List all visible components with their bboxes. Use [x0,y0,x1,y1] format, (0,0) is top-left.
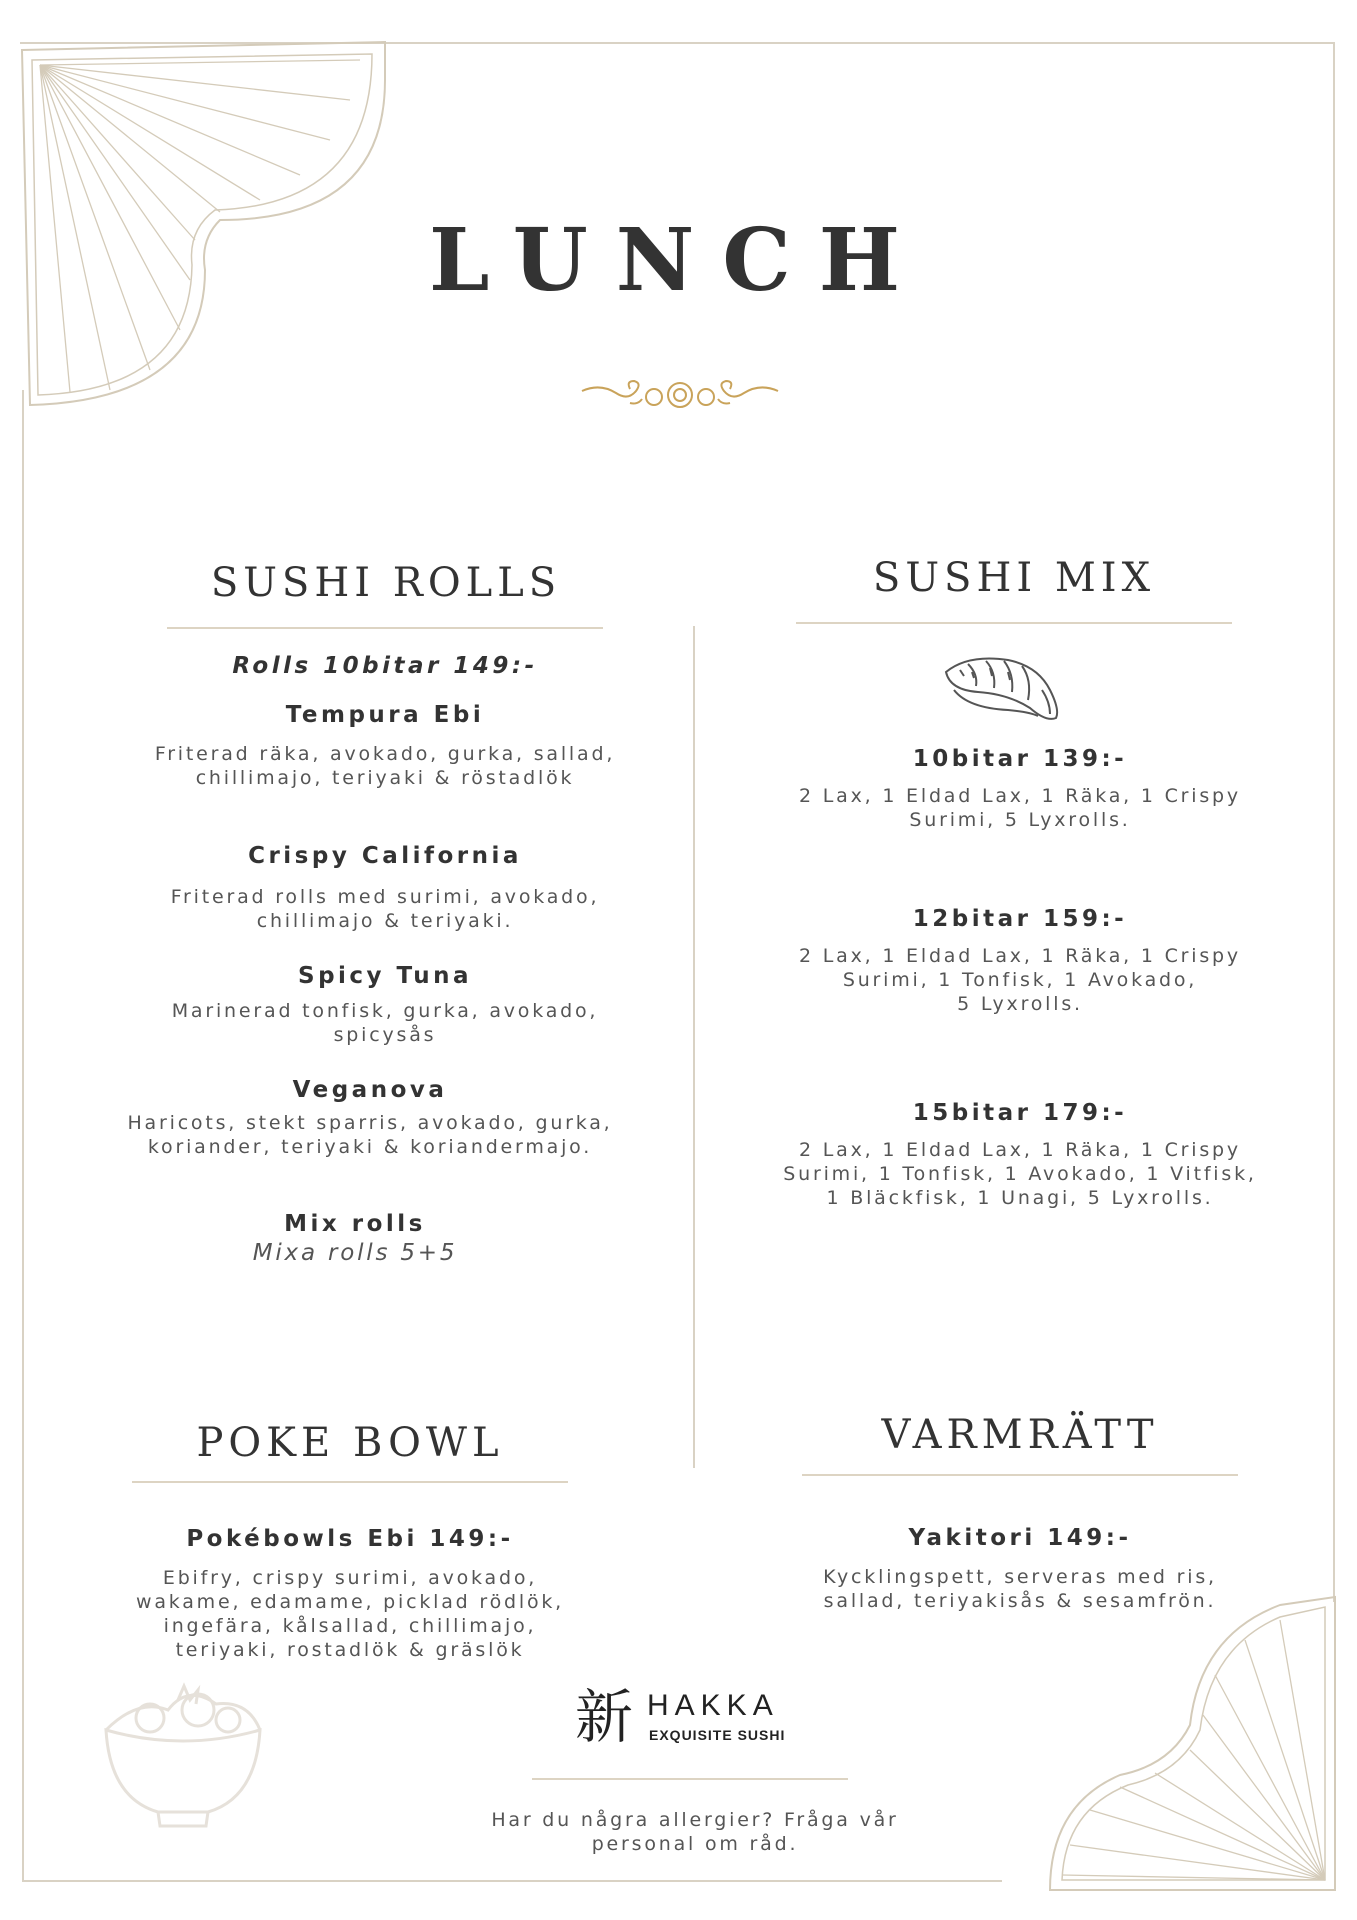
menu-item [100,963,670,1047]
poke-bowl-icon [98,1680,268,1830]
item-description: 2 Lax, 1 Eldad Lax, 1 Räka, 1 Crispy Surimi, 1 Tonfisk, 1 Avokado, 1 Vitfisk, 1 Bläckfisk, 1 Unagi, 5 Lyxrolls. [783,1139,1257,1209]
logo-tagline: EXQUISITE SUSHI [649,1727,786,1743]
logo-rule [532,1778,848,1780]
menu-item [100,1526,600,1662]
allergy-note: Har du några allergier? Fråga vår personal om råd. [491,1809,899,1855]
frame-bottom [22,1880,1002,1882]
menu-item [100,1211,610,1265]
varmratt-rule [802,1474,1238,1476]
frame-left [22,390,24,1882]
menu-item [100,843,670,933]
item-description: 2 Lax, 1 Eldad Lax, 1 Räka, 1 Crispy Surimi, 5 Lyxrolls. [799,785,1241,831]
sushi-mix-heading: SUSHI MIX [872,555,1156,601]
menu-item [780,1525,1260,1613]
item-name: 15bitar 179:- [912,1100,1128,1126]
menu-item [760,906,1280,1016]
menu-item [90,1077,650,1159]
menu-item [740,1100,1300,1210]
item-description: Marinerad tonfisk, gurka, avokado, spicysås [171,1000,599,1046]
item-name: Pokébowls Ebi 149:- [186,1526,514,1552]
item-description: Friterad rolls med surimi, avokado, chillimajo & teriyaki. [170,886,600,932]
logo-name: HAKKA [647,1689,779,1722]
item-description: Mixa rolls 5+5 [252,1240,458,1266]
sushi-rolls-rule [167,627,603,629]
item-name: Tempura Ebi [285,702,485,728]
item-description: Kycklingspett, serveras med ris, sallad, teriyakisås & sesamfrön. [823,1566,1217,1612]
menu-item [760,746,1280,832]
item-description: 2 Lax, 1 Eldad Lax, 1 Räka, 1 Crispy Surimi, 1 Tonfisk, 1 Avokado, 5 Lyxrolls. [799,945,1241,1015]
item-name: Yakitori 149:- [908,1525,1132,1551]
poke-bowl-heading: POKE BOWL [196,1420,504,1466]
menu-item [100,702,670,790]
item-name: Spicy Tuna [298,963,472,989]
sushi-rolls-heading: SUSHI ROLLS [210,560,562,606]
item-name: Veganova [292,1077,448,1103]
scroll-ornament [580,375,780,411]
sushi-rolls-subheading: Rolls 10bitar 149:- [232,653,538,679]
logo-glyph: 新 [575,1683,634,1751]
item-description: Ebifry, crispy surimi, avokado, wakame, edamame, picklad rödlök, ingefära, kålsallad, chillimajo, teriyaki, rostadlök & gräslök [135,1567,565,1661]
item-name: 12bitar 159:- [912,906,1128,932]
poke-bowl-rule [132,1481,568,1483]
item-name: Crispy California [248,843,522,869]
sushi-mix-rule [796,622,1232,624]
logo [575,1685,795,1755]
column-divider [693,626,695,1468]
page-title: LUNCH [428,210,929,311]
item-description: Haricots, stekt sparris, avokado, gurka, koriander, teriyaki & koriandermajo. [127,1112,613,1158]
varmratt-heading: VARMRÄTT [881,1412,1159,1458]
fan-ornament-bottom-right [1040,1595,1340,1895]
nigiri-icon [938,650,1070,726]
item-name: Mix rolls [284,1211,426,1237]
item-description: Friterad räka, avokado, gurka, sallad, chillimajo, teriyaki & röstadlök [154,743,616,789]
item-name: 10bitar 139:- [912,746,1128,772]
